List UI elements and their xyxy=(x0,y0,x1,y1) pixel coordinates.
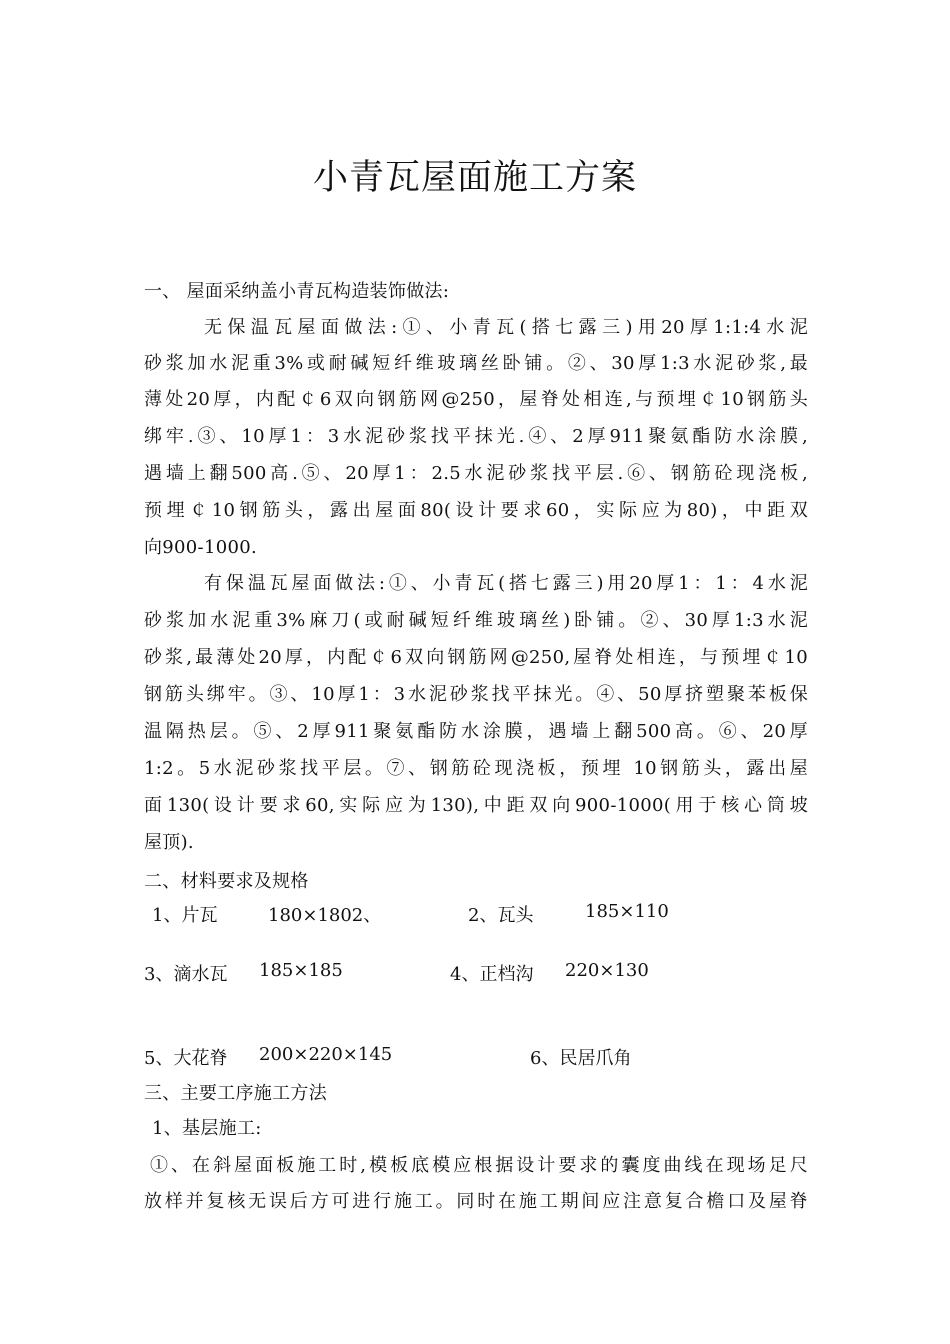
body-line: 放样并复核无误后方可进行施工。同时在施工期间应注意复合檐口及屋脊 xyxy=(144,1191,808,1212)
body-line: 面130(设计要求60,实际应为130),中距双向900-1000(用于核心筒坡 xyxy=(144,795,808,816)
material-label: 6、民居爪角 xyxy=(530,1048,632,1069)
material-spec: 220×130 xyxy=(565,960,649,981)
section-1-heading: 一、 屋面采纳盖小青瓦构造装饰做法: xyxy=(144,281,450,302)
material-spec: 185×110 xyxy=(585,901,669,922)
section-3-heading: 三、主要工序施工方法 xyxy=(144,1083,327,1104)
body-line: 无保温瓦屋面做法:①、小青瓦(搭七露三)用20厚1:1:4水泥 xyxy=(204,317,808,338)
material-label: 2、瓦头 xyxy=(468,905,534,926)
page-title: 小青瓦屋面施工方案 xyxy=(312,158,637,198)
material-spec: 180×1802、 xyxy=(268,905,382,926)
body-line: 预埋￠10钢筋头，露出屋面80(设计要求60，实际应为80)，中距双 xyxy=(144,500,808,521)
body-line: 遇墙上翻500高.⑤、20厚1：2.5水泥砂浆找平层.⑥、钢筋砼现浇板, xyxy=(144,463,808,484)
body-line: 屋顶). xyxy=(144,832,194,853)
subsection-heading: 1、基层施工: xyxy=(152,1118,262,1139)
material-label: 4、正档沟 xyxy=(450,964,534,985)
material-label: 3、滴水瓦 xyxy=(144,964,228,985)
body-line: 温隔热层。⑤、2厚911聚氨酯防水涂膜，遇墙上翻500高。⑥、20厚 xyxy=(144,721,808,742)
material-spec: 185×185 xyxy=(259,960,343,981)
material-label: 1、片瓦 xyxy=(152,905,218,926)
body-line: 砂浆,最薄处20厚，内配￠6双向钢筋网@250,屋脊处相连，与预埋￠10 xyxy=(144,647,808,668)
body-line: ①、在斜屋面板施工时,模板底模应根据设计要求的囊度曲线在现场足尺 xyxy=(150,1155,808,1176)
material-spec: 200×220×145 xyxy=(259,1044,393,1065)
body-line: 砂浆加水泥重3%麻刀(或耐碱短纤维玻璃丝)卧铺。②、30厚1:3水泥 xyxy=(144,610,808,631)
body-line: 薄处20厚，内配￠6双向钢筋网@250，屋脊处相连,与预埋￠10钢筋头 xyxy=(144,389,808,410)
section-2-heading: 二、材料要求及规格 xyxy=(144,871,309,892)
body-line: 钢筋头绑牢。③、10厚1：3水泥砂浆找平抹光。④、50厚挤塑聚苯板保 xyxy=(144,684,808,705)
body-line: 向900-1000. xyxy=(144,537,257,558)
body-line: 砂浆加水泥重3%或耐碱短纤维玻璃丝卧铺。②、30厚1:3水泥砂浆,最 xyxy=(144,353,808,374)
body-line: 有保温瓦屋面做法:①、小青瓦(搭七露三)用20厚1：1：4水泥 xyxy=(204,573,808,594)
material-label: 5、大花脊 xyxy=(144,1048,228,1069)
body-line: 绑牢.③、10厚1：3水泥砂浆找平抹光.④、2厚911聚氨酯防水涂膜, xyxy=(144,426,808,447)
body-line: 1:2。5水泥砂浆找平层。⑦、钢筋砼现浇板，预埋 10钢筋头，露出屋 xyxy=(144,758,808,779)
